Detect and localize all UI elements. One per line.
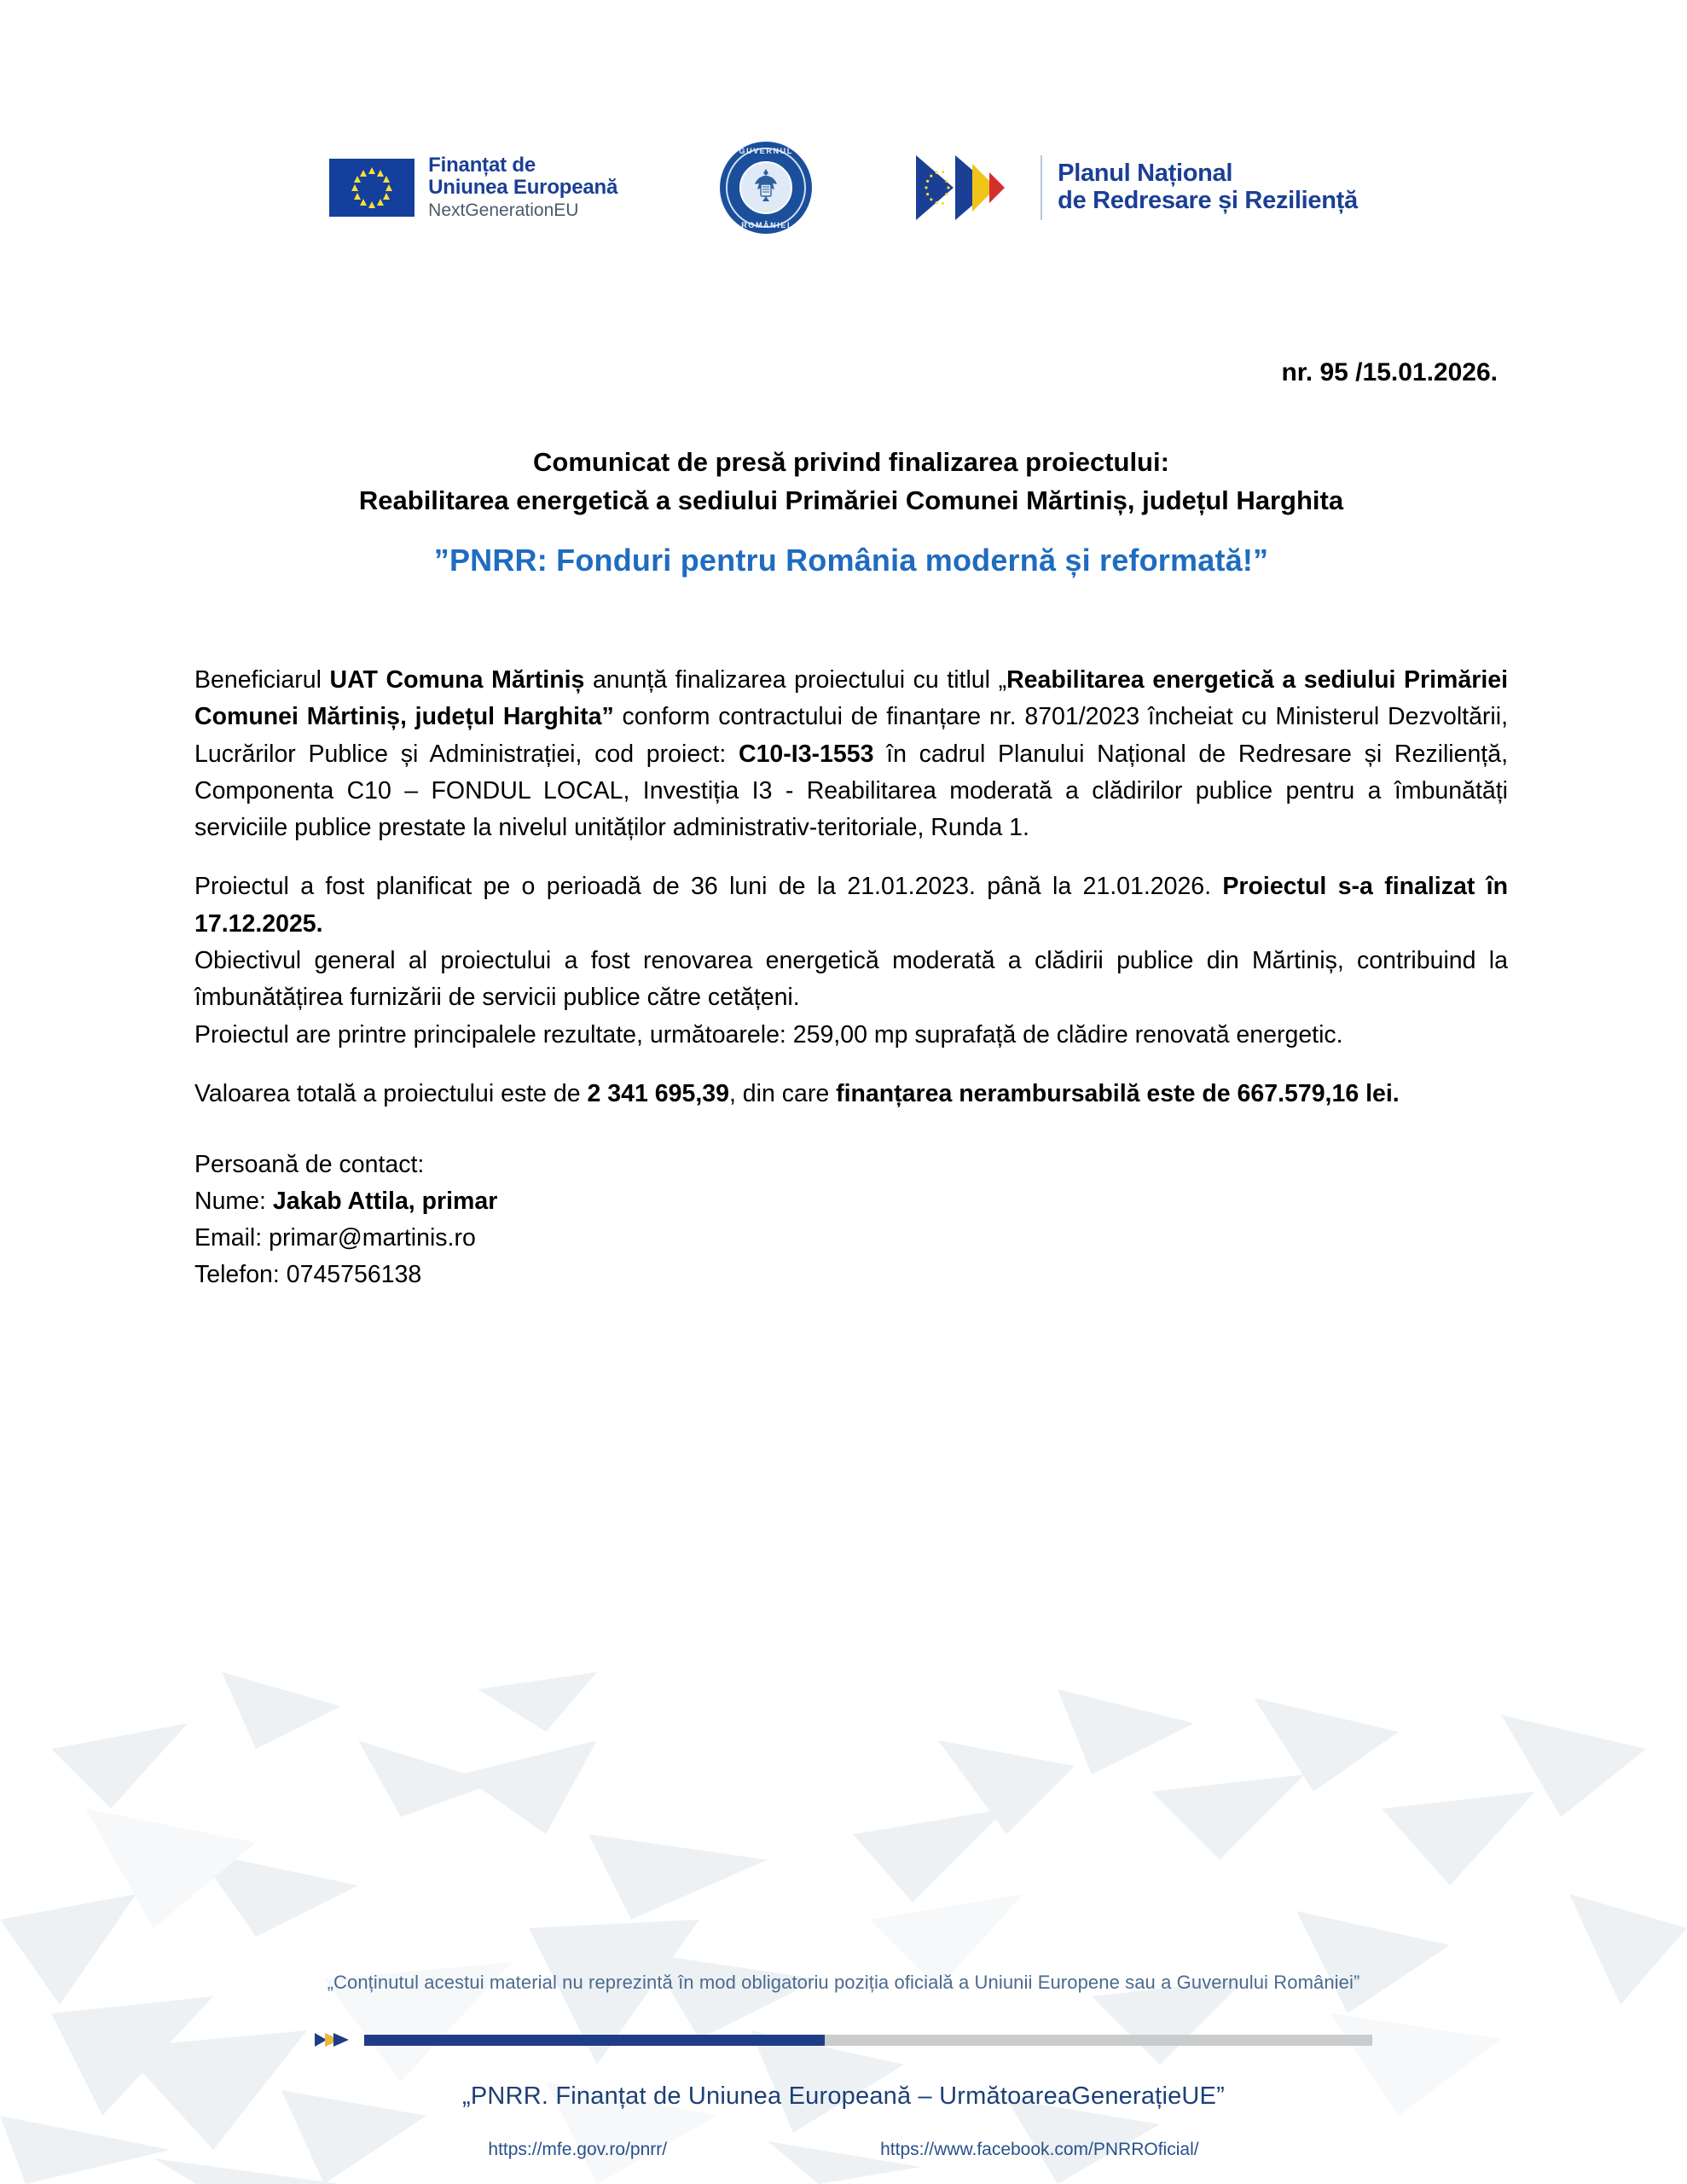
eu-star-icon xyxy=(383,176,390,183)
eu-star-icon xyxy=(368,201,375,208)
p1-bold2: Reabilitarea energetică a sediului Primăriei Comunei Mărtiniș, județul Harghita” xyxy=(194,665,1509,731)
eu-star-icon xyxy=(354,176,361,183)
eu-star-icon xyxy=(368,167,375,174)
link-mfe-pnrr[interactable]: https://mfe.gov.ro/pnrr/ xyxy=(488,2140,668,2159)
eu-star-icon xyxy=(360,199,367,206)
pnrr-logo-divider xyxy=(1041,155,1042,220)
eagle-coat-of-arms-icon xyxy=(749,167,783,208)
document-number: nr. 95 /15.01.2026. xyxy=(1281,358,1498,386)
document-content xyxy=(194,358,1508,1292)
eu-flag-icon xyxy=(329,159,415,217)
eu-star-icon xyxy=(360,170,367,177)
eu-star-icon xyxy=(377,199,384,206)
pnrr-logo xyxy=(914,152,1358,224)
paragraph-2 xyxy=(194,868,1508,943)
footer-disclaimer: „Conținutul acestui material nu reprezintă în mod obligatoriu poziția oficială a Uniunii Europene sau a Guvernului României” xyxy=(327,1972,1360,1993)
logo-bar xyxy=(0,128,1687,247)
footer-content xyxy=(0,1972,1687,2160)
footer-progress-bar xyxy=(315,2033,1372,2047)
seal-text-bottom: ROMÂNIEI xyxy=(741,221,791,229)
government-of-romania-seal-icon xyxy=(720,142,812,234)
page-title xyxy=(194,444,1508,520)
contact-email: Email: primar@martinis.ro xyxy=(194,1223,476,1252)
p5-seg1: Valoarea totală a proiectului este de xyxy=(194,1080,588,1107)
seal-text-top: GUVERNUL xyxy=(739,147,793,155)
p1-seg2: anunță finalizarea proiectului cu titlul „ xyxy=(584,665,1007,694)
pnrr-chevron-flags-icon xyxy=(914,152,1025,224)
eu-logo-text xyxy=(428,154,617,220)
p2-seg1: Proiectul a fost planificat pe o perioadă de 36 luni de la 21.01.2023. până la 21.01.2026. xyxy=(194,873,1223,901)
contact-name-label: Nume: xyxy=(194,1188,273,1216)
paragraph-4: Proiectul are printre principalele rezultate, următoarele: 259,00 mp suprafață de clădire renovată energetic. xyxy=(194,1020,1343,1048)
paragraph-3: Obiectivul general al proiectului a fost renovarea energetică moderată a clădirii publice din Mărtiniș, contribuind la îmbunătățirea furnizării de servicii publice către cetățeni. xyxy=(194,947,1508,1012)
p1-seg4: în cadrul Planului Național de Redresare și Reziliență, Componenta C10 – FONDUL LOCAL, Investiția I3 - Reabilitarea moderată a clădirilor publice pentru a îmbunătăți serviciile publice prestate la nivelul unităților administrativ-teritoriale, Runda 1. xyxy=(194,740,1508,842)
pnrr-logo-text xyxy=(1058,160,1358,215)
title-line-1: Comunicat de presă privind finalizarea proiectului: xyxy=(533,447,1169,477)
p1-seg3: conform contractului de finanțare nr. 8701/2023 încheiat cu Ministerul Dezvoltării, Lucrărilor Publice și Administrației, cod proiect: xyxy=(194,703,1509,768)
body-text xyxy=(194,662,1508,1112)
eu-star-icon xyxy=(351,184,358,191)
double-chevron-arrow-icon xyxy=(315,2030,364,2049)
contact-name-row xyxy=(194,1183,1508,1220)
link-facebook-pnrr[interactable]: https://www.facebook.com/PNRROficial/ xyxy=(880,2140,1199,2159)
p5-bold1: 2 341 695,39 xyxy=(587,1080,729,1107)
contact-section xyxy=(194,1147,1508,1292)
contact-heading: Persoană de contact: xyxy=(194,1151,425,1179)
eu-funded-logo xyxy=(329,154,617,220)
footer-bar-grey-segment xyxy=(825,2035,1372,2046)
eu-star-icon xyxy=(386,184,392,191)
eu-star-icon xyxy=(383,193,390,200)
pnrr-logo-line2: de Redresare și Reziliență xyxy=(1058,187,1358,214)
p2-bold1: Proiectul s-a finalizat în 17.12.2025. xyxy=(194,873,1508,938)
paragraph-1 xyxy=(194,662,1508,847)
pnrr-logo-line1: Planul Național xyxy=(1058,160,1233,188)
footer-title: „PNRR. Finanțat de Uniunea Europeană – UrmătoareaGenerațieUE” xyxy=(462,2082,1225,2110)
eu-logo-line3: NextGenerationEU xyxy=(428,200,579,221)
p1-seg1: Beneficiarul xyxy=(194,665,330,694)
contact-name-value: Jakab Attila, primar xyxy=(272,1188,498,1216)
footer-bar-blue-segment xyxy=(364,2035,825,2046)
title-line-2: Reabilitarea energetică a sediului Primăriei Comunei Mărtiniș, județul Harghita xyxy=(358,485,1344,515)
eu-star-icon xyxy=(354,193,361,200)
title-highlight-slogan: ”PNRR: Fonduri pentru România modernă și reformată!” xyxy=(433,542,1269,578)
footer xyxy=(0,1638,1687,2184)
p1-bold3: C10-I3-1553 xyxy=(739,740,874,768)
p1-bold1: UAT Comuna Mărtiniș xyxy=(329,665,585,694)
paragraph-5 xyxy=(194,1076,1508,1112)
eu-logo-line1: Finanțat de xyxy=(428,154,536,177)
p5-seg2: , din care xyxy=(728,1080,837,1107)
p5-bold2: finanțarea nerambursabilă este de 667.579,16 lei. xyxy=(836,1080,1400,1107)
footer-links xyxy=(0,2140,1687,2160)
contact-phone: Telefon: 0745756138 xyxy=(194,1260,422,1288)
eu-logo-line2: Uniunea Europeană xyxy=(428,176,618,200)
